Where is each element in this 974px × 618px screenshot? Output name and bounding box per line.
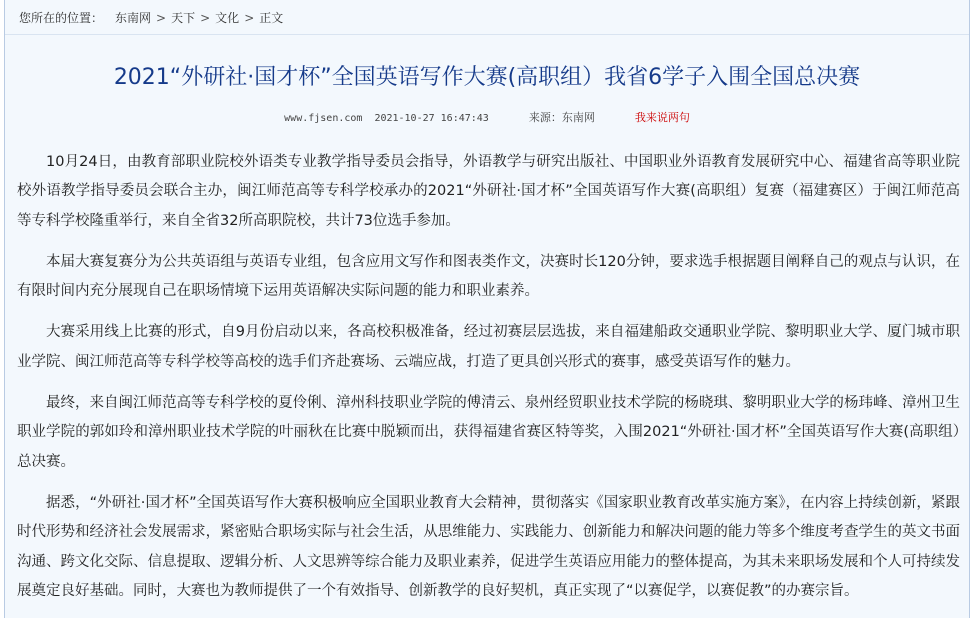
breadcrumb-link-culture[interactable]: 文化 (215, 11, 240, 25)
article-meta (5, 110, 969, 127)
article-paragraph-1: 10月24日，由教育部职业院校外语类专业教学指导委员会指导，外语教学与研究出版社、中国职业外语教育发展研究中心、福建省高等职业院校外语教学指导委员会联合主办，闽江师范高等专科学校承办的2021“外研社·国才杯”全国英语写作大赛(高职组）复赛（福建赛区）于闽江师范高等专科学校隆重举行，来自全省32所高职院校，共计73位选手参加。 (17, 154, 960, 229)
article-title: 2021“外研社·国才杯”全国英语写作大赛(高职组）我省6学子入围全国总决赛 (113, 65, 861, 90)
article-body (17, 148, 960, 618)
divider (5, 34, 969, 35)
breadcrumb-separator: > (244, 11, 255, 25)
breadcrumb-current: 正文 (259, 11, 284, 25)
comment-link[interactable]: 我来说两句 (634, 111, 690, 124)
article-paragraph-3: 大赛采用线上比赛的形式，自9月份启动以来，各高校积极准备，经过初赛层层选拔，来自福建船政交通职业学院、黎明职业大学、厦门城市职业学院、闽江师范高等专科学校等高校的选手们齐赴赛场、云端应战，打造了更具创兴形式的赛事，感受英语写作的魅力。 (17, 324, 960, 370)
article-page (4, 0, 970, 618)
article-paragraph-5: 据悉，“外研社·国才杯”全国英语写作大赛积极响应全国职业教育大会精神，贯彻落实《国家职业教育改革实施方案》，在内容上持续创新，紧跟时代形势和经济社会发展需求，紧密贴合职场实际与社会生活，从思维能力、实践能力、创新能力和解决问题的能力等多个维度考查学生的英文书面沟通、跨文化交际、信息提取、逻辑分析、人文思辨等综合能力及职业素养，促进学生英语应用能力的整体提高，为其未来职场发展和个人可持续发展奠定良好基础。同时，大赛也为教师提供了一个有效指导、创新教学的良好契机，真正实现了“以赛促学，以赛促教”的办赛宗旨。 (17, 494, 960, 599)
breadcrumb (19, 9, 283, 27)
breadcrumb-link-home[interactable]: 东南网 (115, 11, 152, 25)
article-source: 来源：东南网 (528, 111, 595, 124)
site-url: www.fjsen.com (284, 113, 363, 124)
breadcrumb-separator: > (200, 11, 211, 25)
publish-datetime: 2021-10-27 16:47:43 (374, 113, 489, 124)
breadcrumb-prefix: 您所在的位置： (19, 11, 104, 25)
article-paragraph-2: 本届大赛复赛分为公共英语组与英语专业组，包含应用文写作和图表类作文，决赛时长120分钟，要求选手根据题目阐释自己的观点与认识，在有限时间内充分展现自己在职场情境下运用英语解决实际问题的能力和职业素养。 (17, 253, 960, 300)
article-paragraph-4: 最终，来自闽江师范高等专科学校的夏伶俐、漳州科技职业学院的傅清云、泉州经贸职业技术学院的杨晓琪、黎明职业大学的杨玮峰、漳州卫生职业学院的郭如玲和漳州职业技术学院的叶丽秋在比赛中脱颖而出，获得福建省赛区特等奖，入围2021“外研社·国才杯”全国英语写作大赛(高职组）总决赛。 (17, 395, 960, 470)
breadcrumb-link-world[interactable]: 天下 (171, 11, 196, 25)
breadcrumb-separator: > (156, 11, 167, 25)
